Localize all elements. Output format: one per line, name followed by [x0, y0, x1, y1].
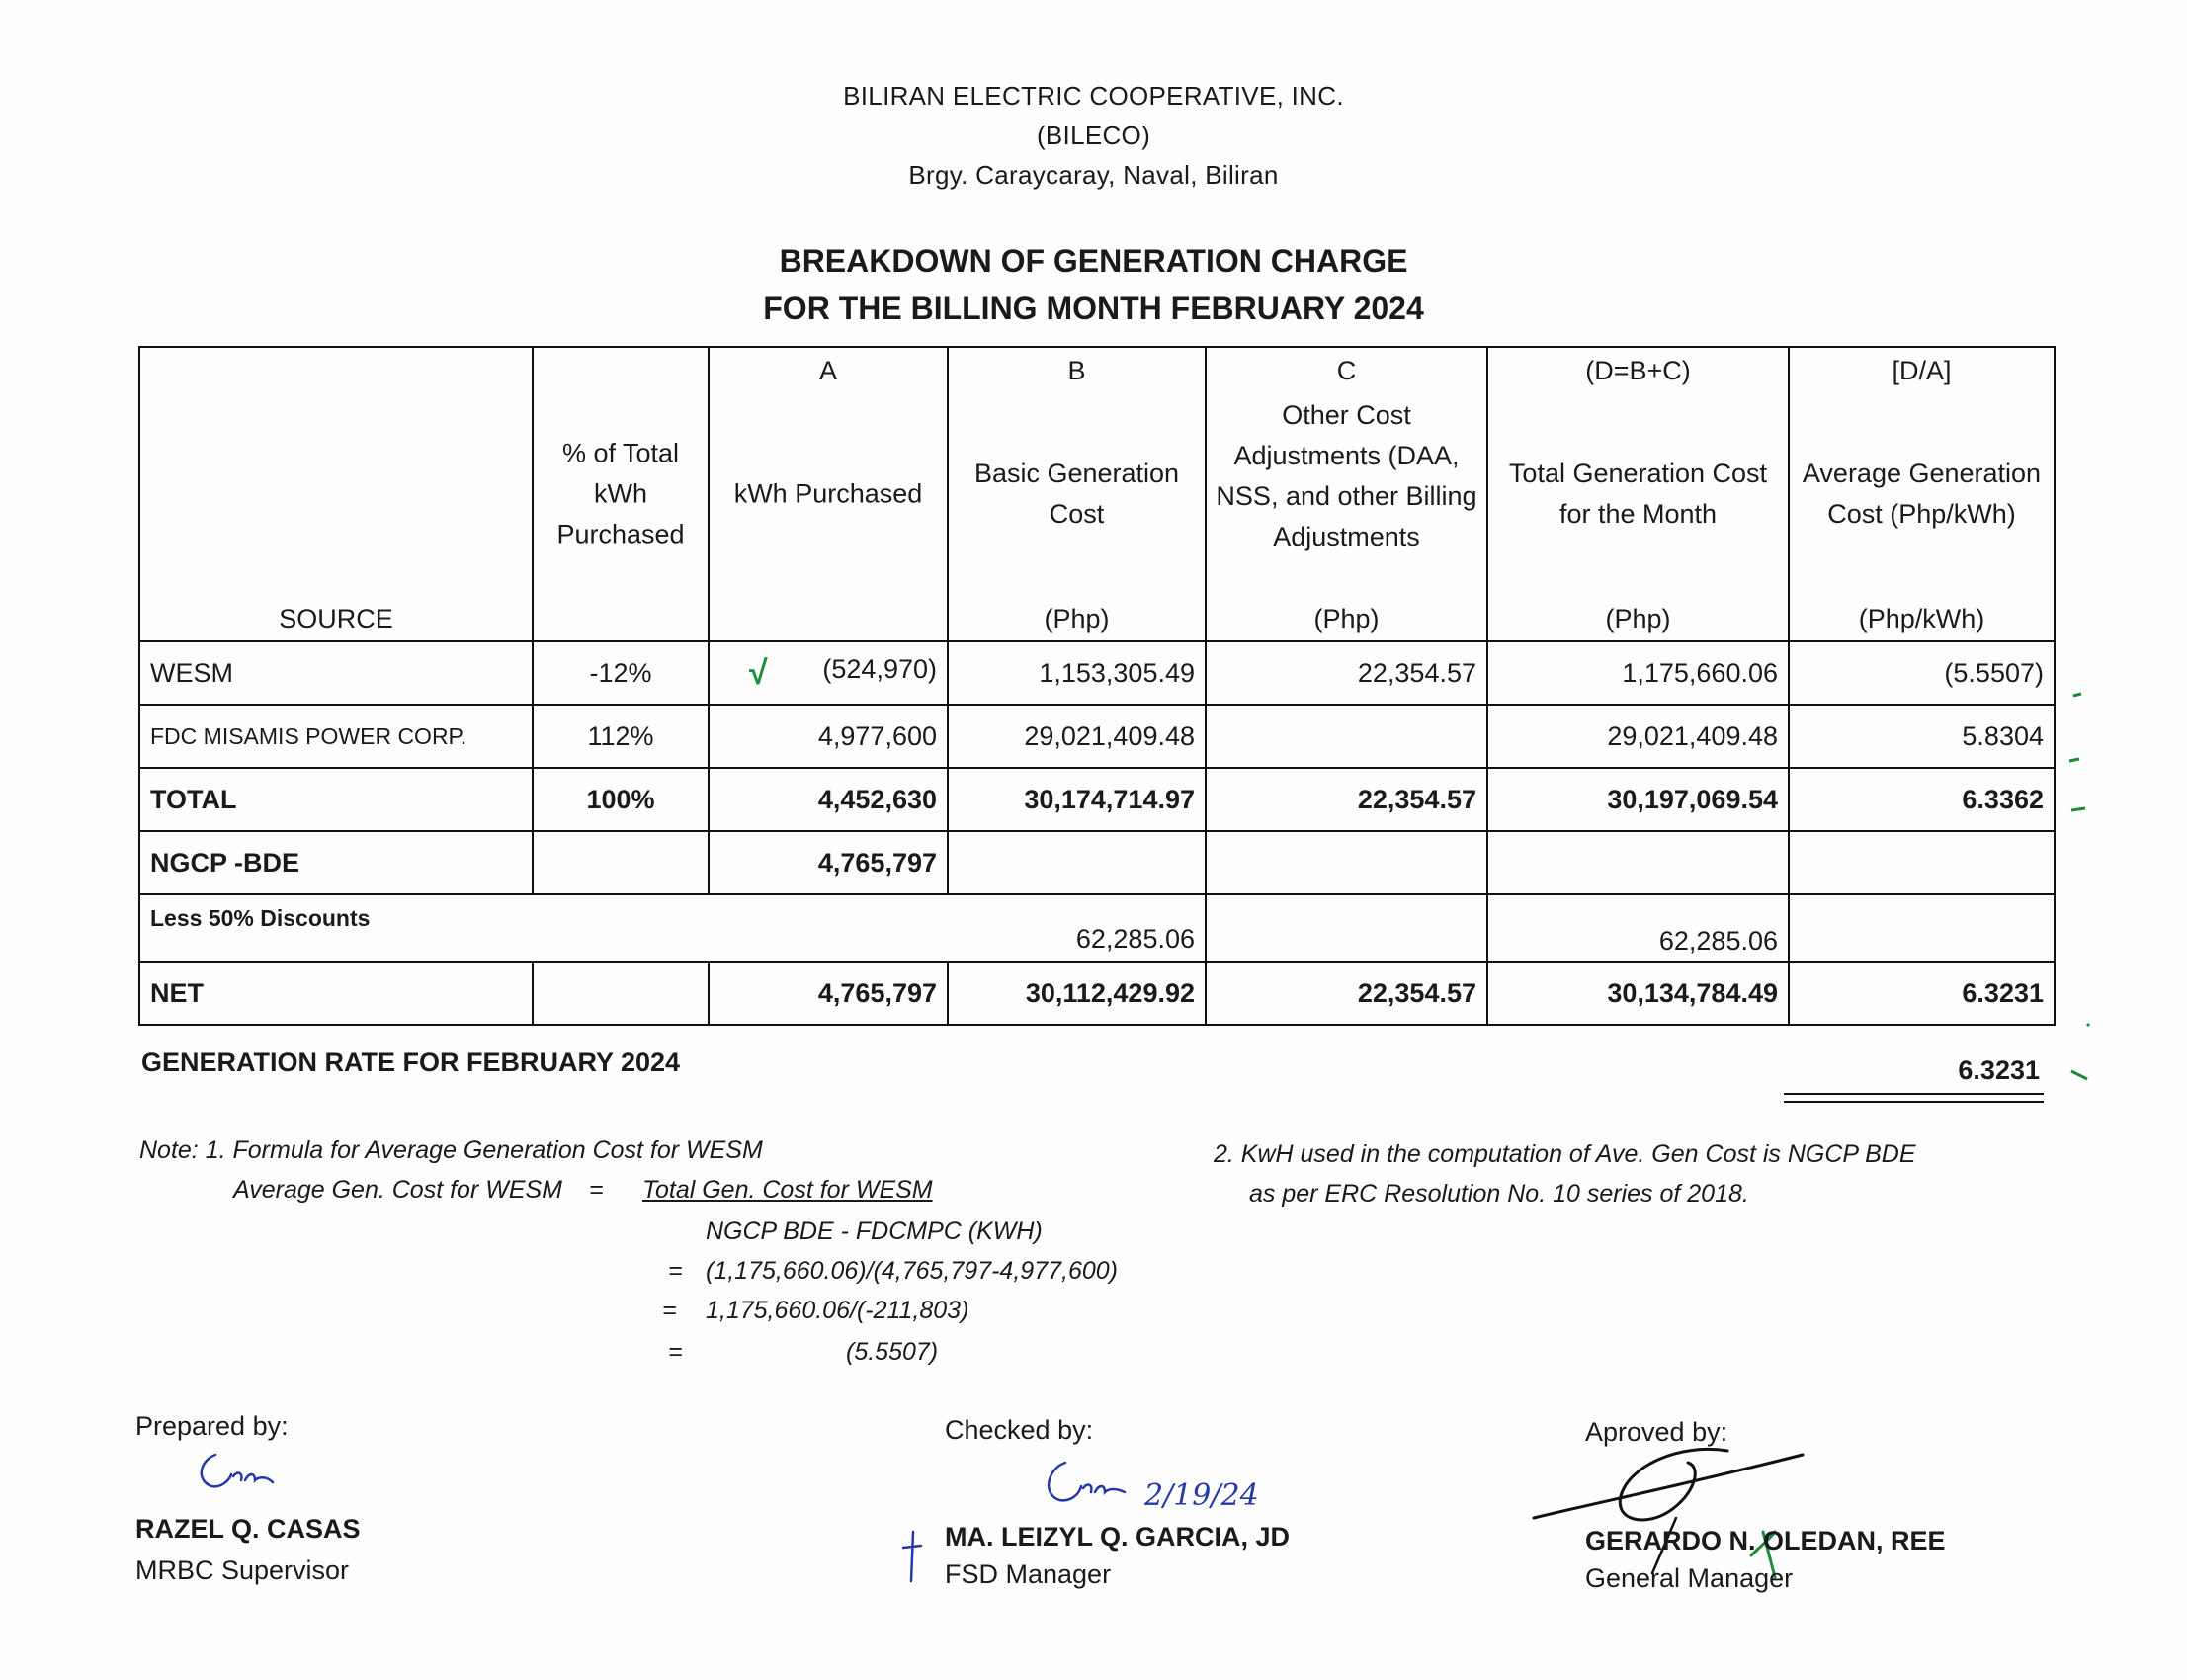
cell-basic: 30,112,429.92	[948, 962, 1206, 1025]
checked-by-name: MA. LEIZYL Q. GARCIA, JD	[945, 1522, 1291, 1552]
header-other: C Other Cost Adjustments (DAA, NSS, and other Billing Adjustments (Php)	[1206, 347, 1487, 641]
checked-by-label: Checked by:	[945, 1415, 1094, 1445]
header-kwh: A kWh Purchased	[709, 347, 948, 641]
cell-other: 22,354.57	[1206, 641, 1487, 705]
cell-other	[1206, 705, 1487, 768]
checkmark-icon: √	[749, 653, 768, 692]
approved-by-name: GERARDO N. OLEDAN, REE	[1585, 1526, 1946, 1555]
table-row-net	[139, 962, 2055, 1025]
cell-total	[1487, 831, 1789, 894]
cell-total: 1,175,660.06	[1487, 641, 1789, 705]
table-row-wesm	[139, 641, 2055, 705]
prepared-by-name: RAZEL Q. CASAS	[135, 1514, 361, 1544]
cell-source: NGCP -BDE	[139, 831, 533, 894]
generation-charge-table	[138, 346, 2056, 1026]
header-basic: B Basic Generation Cost (Php)	[948, 347, 1206, 641]
cell-total: 30,197,069.54	[1487, 768, 1789, 831]
pen-cross-mark	[897, 1528, 927, 1583]
cell-source: WESM	[139, 641, 533, 705]
table-row-ngcp	[139, 831, 2055, 894]
header-pct: % of Total kWh Purchased	[533, 347, 709, 641]
cell-discount-span	[139, 894, 1206, 962]
header-total: (D=B+C) Total Generation Cost for the Month (Php)	[1487, 347, 1789, 641]
note-1-step1-equals: =	[668, 1257, 683, 1285]
note-1-step2: 1,175,660.06/(-211,803)	[706, 1297, 969, 1324]
header-source: SOURCE	[139, 347, 533, 641]
cell-kwh: 4,452,630	[709, 768, 948, 831]
doc-title-line-2: FOR THE BILLING MONTH FEBRUARY 2024	[763, 291, 1424, 326]
cell-pct	[533, 831, 709, 894]
cell-basic: 1,153,305.49	[948, 641, 1206, 705]
cell-source: NET	[139, 962, 533, 1025]
generation-rate-value: 6.3231	[1958, 1055, 2040, 1085]
cell-other: 22,354.57	[1206, 768, 1487, 831]
cell-basic: 29,021,409.48	[948, 705, 1206, 768]
note-1-title: Note: 1. Formula for Average Generation Cost for WESM	[139, 1136, 763, 1164]
cell-other: 22,354.57	[1206, 962, 1487, 1025]
org-abbreviation: (BILECO)	[1036, 121, 1151, 150]
cell-avg: 6.3231	[1789, 962, 2055, 1025]
discount-label: Less 50% Discounts	[150, 905, 371, 931]
cell-pct	[533, 962, 709, 1025]
header-avg: [D/A] Average Generation Cost (Php/kWh) (Php/kWh)	[1789, 347, 2055, 641]
approved-by-label: Aproved by:	[1585, 1417, 1728, 1447]
cell-source: TOTAL	[139, 768, 533, 831]
org-name: BILIRAN ELECTRIC COOPERATIVE, INC.	[843, 81, 1344, 111]
note-1-lhs: Average Gen. Cost for WESM	[233, 1176, 562, 1204]
cell-total: 29,021,409.48	[1487, 705, 1789, 768]
cell-avg: 5.8304	[1789, 705, 2055, 768]
cell-pct: 100%	[533, 768, 709, 831]
prepared-by-title: MRBC Supervisor	[135, 1555, 350, 1585]
cell-total: 30,134,784.49	[1487, 962, 1789, 1025]
table-row-discount	[139, 894, 2055, 962]
note-1-numerator: Total Gen. Cost for WESM	[642, 1176, 933, 1204]
discount-basic: 62,285.06	[1075, 924, 1195, 954]
note-1-result: (5.5507)	[846, 1338, 939, 1366]
cell-kwh: 4,765,797	[709, 962, 948, 1025]
doc-title-line-1: BREAKDOWN OF GENERATION CHARGE	[779, 243, 1408, 279]
checked-date: 2/19/24	[1144, 1478, 1259, 1513]
generation-rate-label: GENERATION RATE FOR FEBRUARY 2024	[141, 1048, 681, 1077]
checked-by-title: FSD Manager	[945, 1559, 1112, 1589]
note-1-step1: (1,175,660.06)/(4,765,797-4,977,600)	[706, 1257, 1118, 1285]
cell-basic: 30,174,714.97	[948, 768, 1206, 831]
table-header-row	[139, 347, 2055, 641]
note-1-equals: =	[589, 1176, 604, 1204]
cell-other	[1206, 831, 1487, 894]
org-address: Brgy. Caraycaray, Naval, Biliran	[908, 160, 1279, 190]
note-1-denominator: NGCP BDE - FDCMPC (KWH)	[706, 1218, 1043, 1245]
approved-by-title: General Manager	[1585, 1563, 1794, 1593]
table-row-fdc	[139, 705, 2055, 768]
cell-kwh: 4,765,797	[709, 831, 948, 894]
cell-pct: -12%	[533, 641, 709, 705]
cell-avg: 6.3362	[1789, 768, 2055, 831]
checked-signature-icon	[1036, 1457, 1154, 1516]
cell-kwh: 4,977,600	[709, 705, 948, 768]
cell-other	[1206, 894, 1487, 962]
cell-avg	[1789, 894, 2055, 962]
note-1-result-equals: =	[668, 1338, 683, 1366]
cell-kwh: √ (524,970)	[709, 641, 948, 705]
cell-avg	[1789, 831, 2055, 894]
pen-tick-marks	[2065, 672, 2105, 1087]
prepared-by-label: Prepared by:	[135, 1411, 289, 1441]
cell-total: 62,285.06	[1487, 894, 1789, 962]
double-underline	[1784, 1093, 2044, 1103]
table-row-total	[139, 768, 2055, 831]
cell-source: FDC MISAMIS POWER CORP.	[139, 705, 533, 768]
note-2-line-1: 2. KwH used in the computation of Ave. Gen Cost is NGCP BDE	[1214, 1140, 1916, 1168]
cell-basic	[948, 831, 1206, 894]
note-2-line-2: as per ERC Resolution No. 10 series of 2018.	[1249, 1180, 1749, 1208]
prepared-signature-icon	[190, 1447, 289, 1496]
note-1-step2-equals: =	[662, 1297, 677, 1324]
cell-pct: 112%	[533, 705, 709, 768]
cell-avg: (5.5507)	[1789, 641, 2055, 705]
